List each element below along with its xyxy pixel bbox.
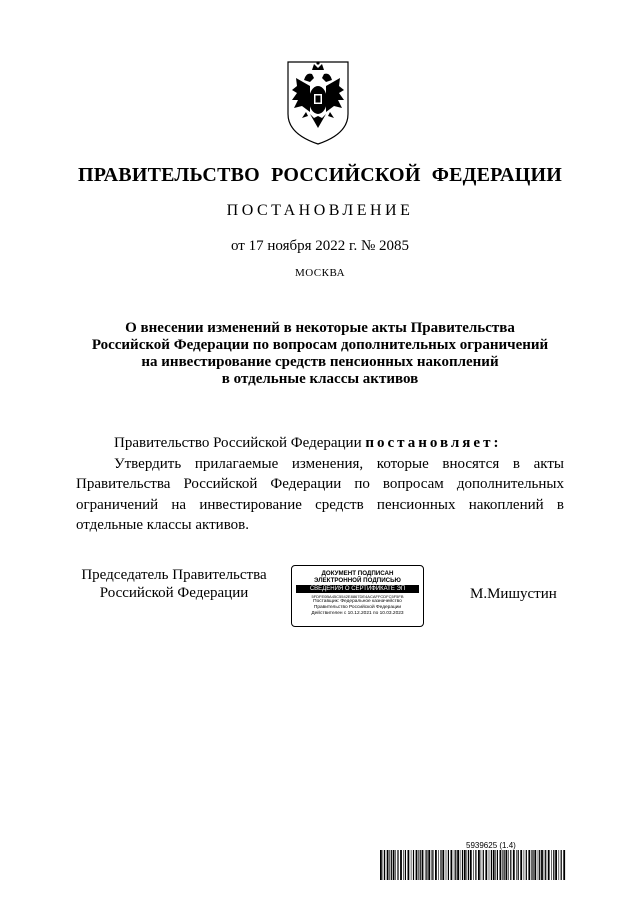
- title-line: Российской Федерации по вопросам дополнительных ограничений: [91, 337, 549, 353]
- stamp-banner: СВЕДЕНИЯ О СЕРТИФИКАТЕ ЭП: [296, 585, 419, 593]
- decree-date-number: от 17 ноября 2022 г. № 2085: [230, 238, 410, 254]
- title-line: О внесении изменений в некоторые акты Правительства: [125, 320, 515, 336]
- title-line: в отдельные классы активов: [221, 371, 419, 387]
- decree-title: [60, 320, 580, 388]
- stamp-issuer: Поставщик: Федеральное казначейство: [313, 599, 402, 604]
- decree-lead: [76, 433, 564, 454]
- stamp-owner: Правительство Российской Федерации: [313, 605, 402, 610]
- electronic-signature-stamp: [291, 565, 424, 627]
- stamp-serial: 5FDFE0BA45C5542E8867DE4ACAFFCDFC5F5FB: [311, 594, 404, 599]
- signatory-position: [76, 566, 272, 602]
- barcode-icon: [380, 850, 566, 880]
- decree-body: [76, 433, 564, 536]
- stamp-validity: Действителен с 10.12.2021 по 10.03.2023: [311, 611, 404, 616]
- document-type: ПОСТАНОВЛЕНИЕ: [226, 202, 414, 219]
- decree-city: МОСКВА: [294, 267, 346, 279]
- position-line: Российской Федерации: [99, 585, 249, 601]
- stamp-line: ЭЛЕКТРОННОЙ ПОДПИСЬЮ: [314, 577, 401, 584]
- stamp-line: ДОКУМЕНТ ПОДПИСАН: [321, 570, 394, 577]
- signatory-name: М.Мишустин: [470, 586, 557, 602]
- coat-of-arms-icon: [284, 56, 352, 148]
- document-code: 5939625 (1.4): [466, 841, 516, 850]
- decrees-word: постановляет:: [365, 435, 502, 451]
- lead-text: Правительство Российской Федерации: [114, 435, 362, 451]
- stamp-heading: [292, 570, 423, 584]
- position-line: Председатель Правительства: [81, 567, 267, 583]
- decree-paragraph: Утвердить прилагаемые изменения, которые вносятся в акты Правительства Российской Федерации по вопросам дополнительных ограничений на инвестирование средств пенсионных накоплений в отдельные классы активов.: [76, 455, 564, 533]
- government-name: ПРАВИТЕЛЬСТВО РОССИЙСКОЙ ФЕДЕРАЦИИ: [78, 164, 562, 186]
- title-line: на инвестирование средств пенсионных накоплений: [141, 354, 499, 370]
